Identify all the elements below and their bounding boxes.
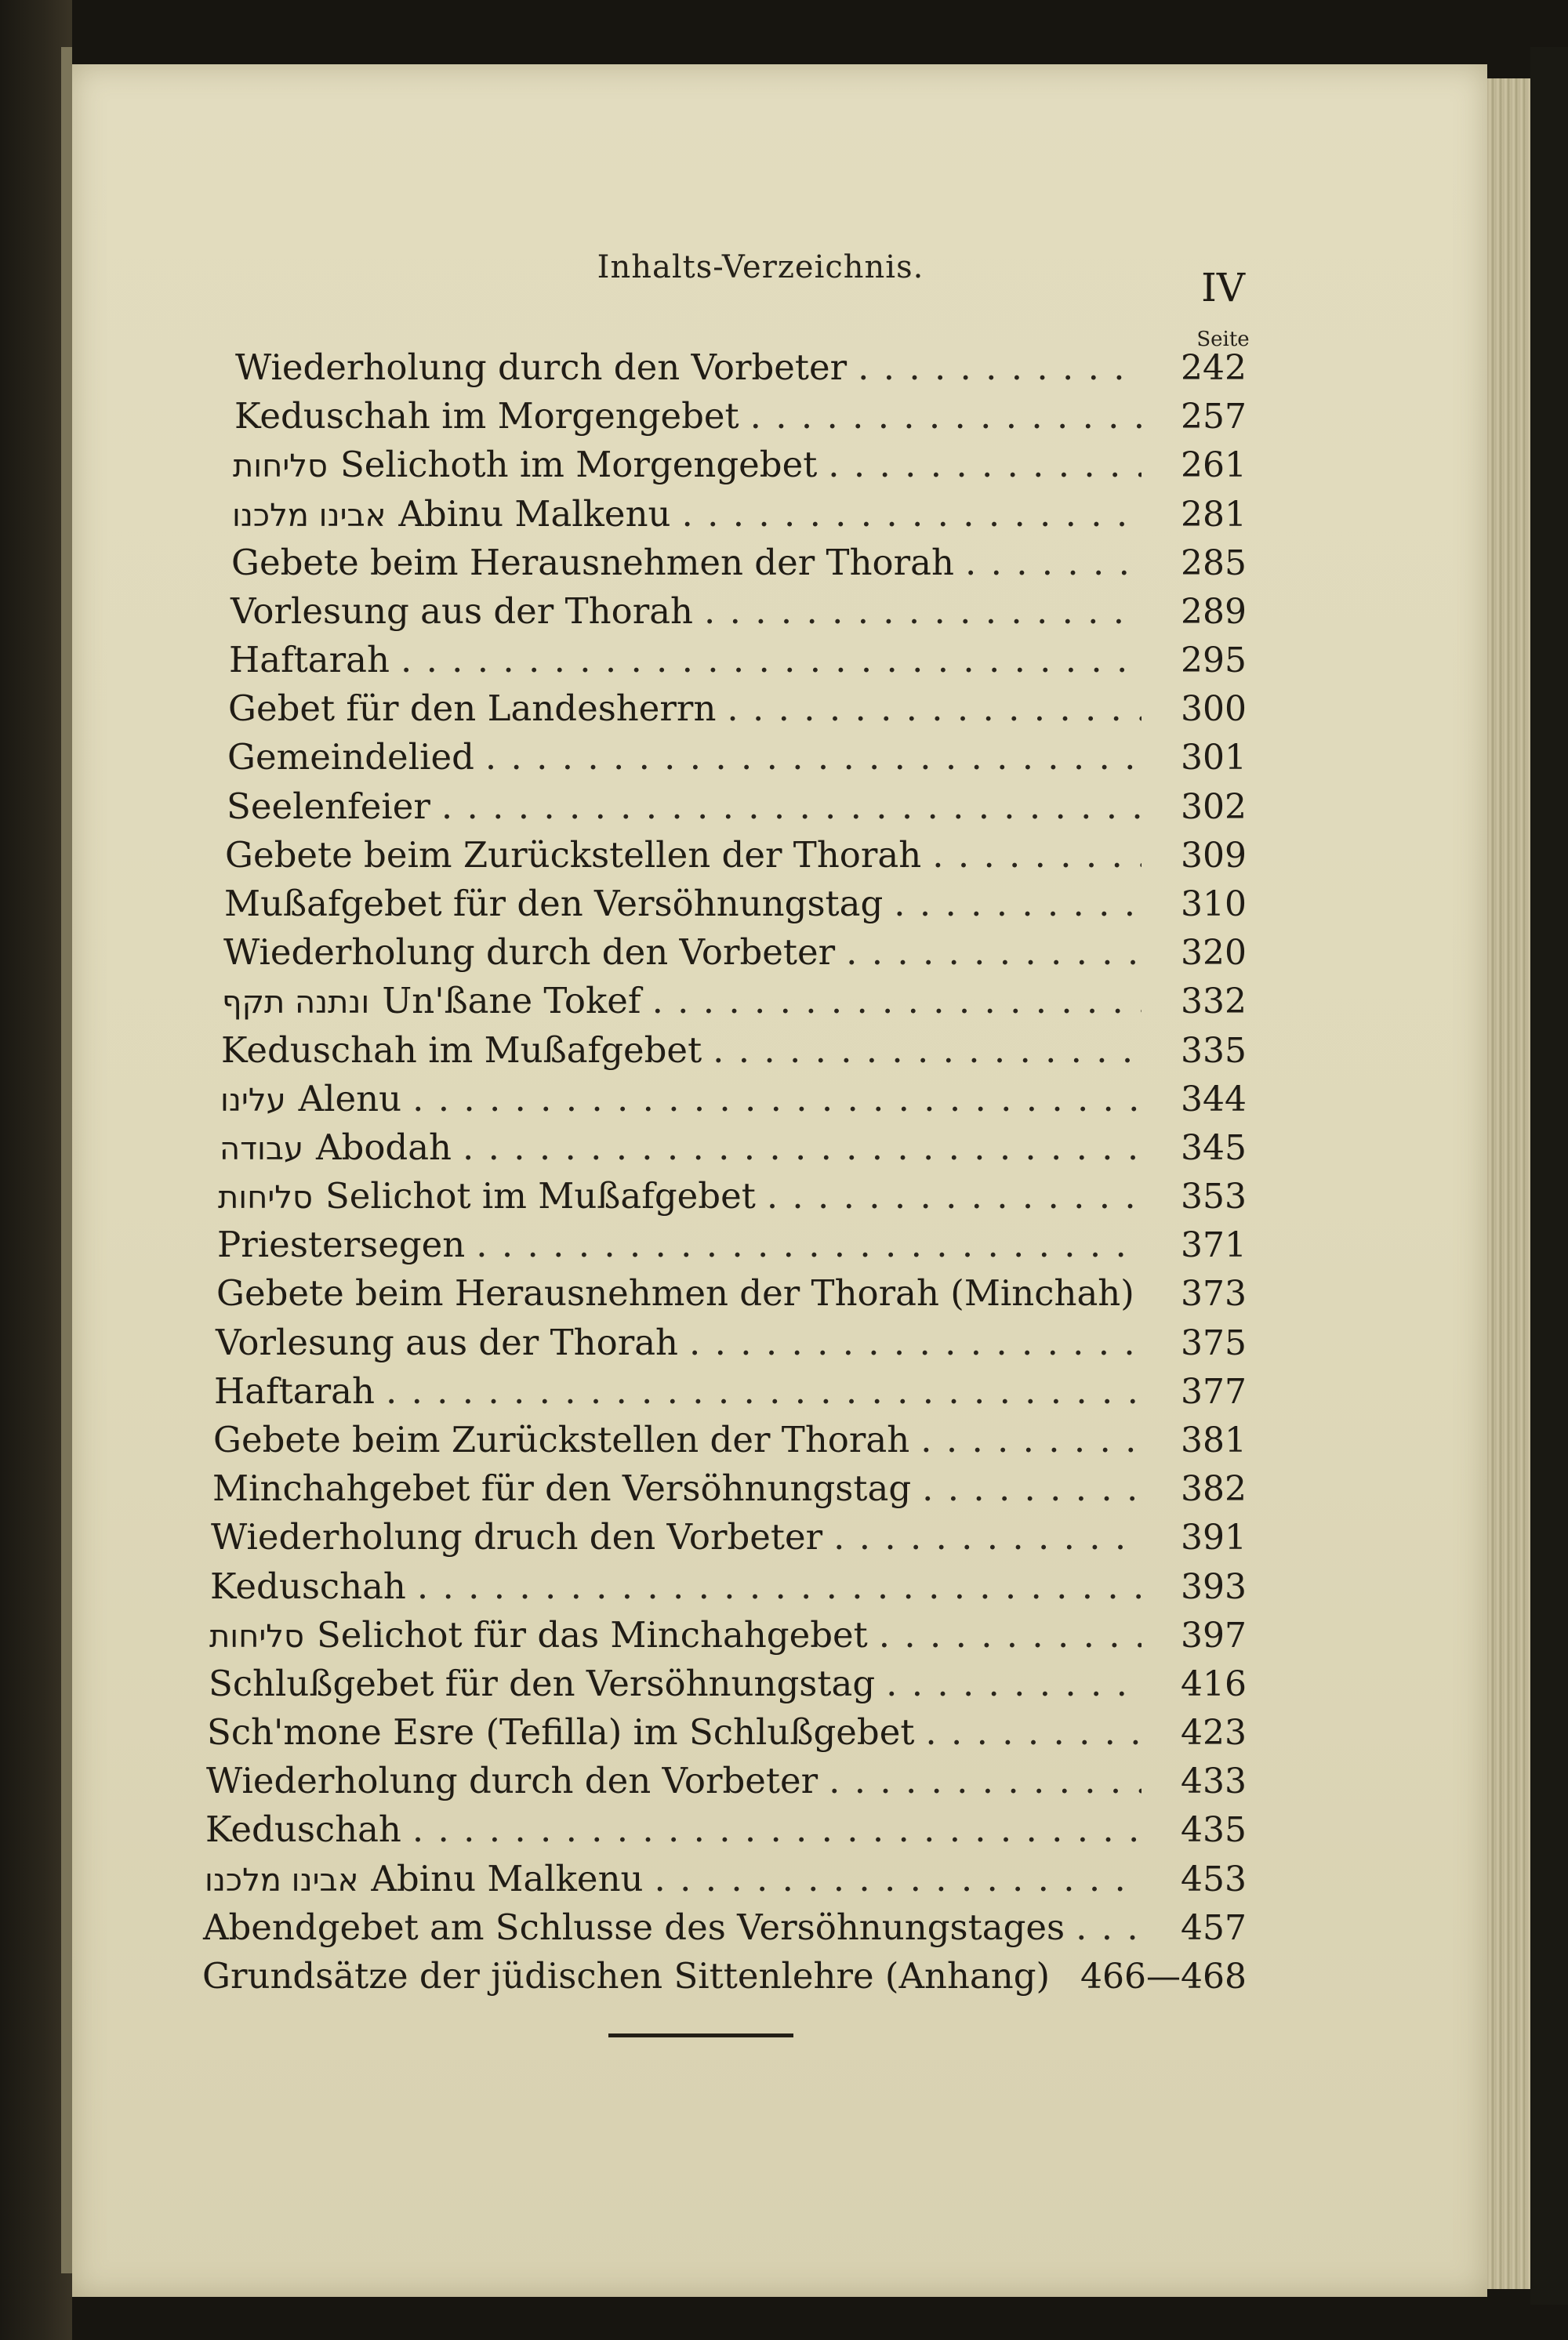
toc-entry-page: 373 (1181, 1274, 1247, 1314)
toc-entry (213, 1419, 1247, 1467)
toc-entry-title: Wiederholung durch den Vorbeter (235, 346, 848, 388)
dot-leader (829, 1760, 1142, 1801)
toc-entry-page: 300 (1181, 689, 1247, 729)
toc-entry-page: 345 (1181, 1128, 1247, 1168)
toc-entry-page: 423 (1181, 1713, 1247, 1753)
toc-entry-page: 466—468 (1080, 1957, 1247, 1997)
toc-entry (230, 590, 1247, 639)
dot-leader (401, 639, 1142, 680)
toc-entry-title: Priestersegen (217, 1224, 466, 1265)
toc-entry-title: Wiederholung druch den Vorbeter (211, 1516, 823, 1558)
toc-entry-title: Vorlesung aus der Thorah (230, 590, 694, 632)
toc-entry-title: Wiederholung durch den Vorbeter (206, 1760, 818, 1801)
dot-leader (682, 493, 1142, 535)
toc-entry-page: 261 (1181, 445, 1247, 485)
dot-leader (476, 1224, 1142, 1265)
toc-entry-title: Vorlesung aus der Thorah (216, 1322, 679, 1363)
dot-leader (463, 1126, 1142, 1168)
toc-entry-page: 310 (1181, 884, 1247, 924)
toc-entry (223, 931, 1247, 980)
toc-entry (207, 1711, 1247, 1760)
dot-leader (655, 1858, 1142, 1899)
toc-entry-page: 257 (1181, 397, 1247, 437)
toc-entry-page: 453 (1181, 1859, 1247, 1899)
toc-entry-page: 335 (1181, 1031, 1247, 1071)
dot-leader (727, 687, 1142, 729)
toc-entry-title: Alenu (298, 1078, 402, 1119)
toc-entry-title: Haftarah (214, 1370, 375, 1412)
toc-entry (229, 639, 1247, 687)
toc-entry-title: Minchahgebet für den Versöhnungstag (212, 1467, 912, 1509)
toc-entry-title: Abodah (316, 1126, 452, 1168)
toc-entry-title: Selichoth im Morgengebet (339, 444, 818, 485)
dot-leader (846, 931, 1142, 973)
running-head: Inhalts-Verzeichnis. (597, 249, 924, 285)
toc-entry-page: 353 (1181, 1177, 1247, 1217)
toc-entry (232, 493, 1247, 542)
toc-entry-page: 242 (1181, 348, 1247, 388)
toc-entry-page: 393 (1181, 1567, 1247, 1607)
toc-entry-title: Gebete beim Herausnehmen der Thorah (231, 542, 954, 583)
toc-entry-page: 301 (1181, 738, 1247, 778)
toc-entry-title: Gemeindelied (227, 736, 474, 778)
toc-entry (216, 1322, 1247, 1370)
dot-leader (412, 1078, 1142, 1119)
toc-entry-page: 295 (1181, 640, 1247, 680)
toc-entry-title: Schlußgebet für den Versöhnungstag (209, 1663, 876, 1704)
toc-entry (235, 346, 1247, 395)
toc-entry-title: Gebete beim Zurückstellen der Thorah (225, 834, 922, 876)
toc-entry-title: Abinu Malkenu (398, 493, 671, 535)
toc-entry (233, 444, 1247, 492)
toc-entry (205, 1809, 1247, 1857)
toc-entry (220, 1078, 1247, 1126)
dot-leader (920, 1419, 1142, 1460)
toc-entry-page: 377 (1181, 1372, 1247, 1412)
toc-entry-title: Un'ßane Tokef (382, 980, 641, 1021)
toc-entry-title: Gebete beim Herausnehmen der Thorah (Minchah) (216, 1272, 1134, 1314)
toc-entry (202, 1955, 1247, 2004)
toc-entry-title: Mußafgebet für den Versöhnungstag (224, 883, 884, 924)
toc-entry-title: Seelenfeier (227, 785, 430, 827)
dot-leader (750, 395, 1142, 437)
toc-entry (225, 834, 1247, 883)
dot-leader (879, 1614, 1142, 1656)
dot-leader (828, 444, 1142, 485)
toc-entry-title: Selichot für das Minchahgebet (316, 1614, 868, 1656)
dot-leader (925, 1711, 1142, 1753)
toc-entry (222, 980, 1247, 1029)
toc-entry-title: Abinu Malkenu (371, 1858, 644, 1899)
dot-leader (767, 1175, 1142, 1217)
toc-entry (211, 1516, 1247, 1565)
toc-entry-title: Keduschah im Mußafgebet (221, 1029, 702, 1071)
dot-leader (965, 542, 1142, 583)
dot-leader (858, 346, 1142, 388)
dot-leader (1076, 1906, 1142, 1948)
toc-entry-page: 457 (1181, 1908, 1247, 1948)
toc-entry (227, 785, 1247, 834)
toc-entry (221, 1029, 1247, 1078)
toc-entry-page: 381 (1181, 1420, 1247, 1460)
toc-entry-title: Sch'mone Esre (Tefilla) im Schlußgebet (207, 1711, 915, 1753)
toc-entry (217, 1224, 1247, 1272)
toc-entry-page: 285 (1181, 543, 1247, 583)
toc-entry-page: 332 (1181, 981, 1247, 1021)
dot-leader (932, 834, 1142, 876)
toc-entry-page: 416 (1181, 1664, 1247, 1704)
toc-entry (216, 1272, 1247, 1321)
toc-entry-page: 433 (1181, 1761, 1247, 1801)
toc-entry (227, 736, 1247, 785)
toc-entry-title: Gebete beim Zurückstellen der Thorah (213, 1419, 910, 1460)
toc-entry-page: 309 (1181, 836, 1247, 876)
end-rule (608, 2033, 793, 2037)
dot-leader (417, 1565, 1142, 1607)
page-column-label: Seite (1196, 328, 1250, 351)
toc-entry-hebrew: סליחות (233, 448, 328, 484)
dot-leader (689, 1322, 1142, 1363)
toc-entry-hebrew: ונתנה תקף (222, 985, 370, 1021)
toc-entry (231, 542, 1247, 590)
dot-leader (922, 1467, 1142, 1509)
toc-entry (205, 1858, 1247, 1906)
toc-entry (218, 1175, 1247, 1224)
toc-entry (212, 1467, 1247, 1516)
toc-entry-page: 344 (1181, 1079, 1247, 1119)
toc-entry-title: Keduschah (210, 1565, 406, 1607)
toc-entry-page: 320 (1181, 933, 1247, 973)
dot-leader (713, 1029, 1142, 1071)
toc-entry-title: Grundsätze der jüdischen Sittenlehre (Anhang) (202, 1955, 1051, 1997)
dot-leader (386, 1370, 1142, 1412)
toc-entry (209, 1663, 1247, 1711)
toc-entry-hebrew: אבינו מלכנו (232, 498, 387, 534)
toc-entry-hebrew: סליחות (218, 1180, 313, 1216)
toc-entry-page: 375 (1181, 1323, 1247, 1363)
dot-leader (894, 883, 1142, 924)
toc-entry (214, 1370, 1247, 1419)
toc-entry-hebrew: עלינו (220, 1083, 286, 1119)
toc-entry-page: 397 (1181, 1616, 1247, 1656)
dot-leader (412, 1809, 1142, 1850)
toc-entry-page: 371 (1181, 1225, 1247, 1265)
page-number: IV (1201, 265, 1245, 310)
toc-entry-title: Gebet für den Landesherrn (228, 687, 717, 729)
dot-leader (704, 590, 1142, 632)
toc-entry-page: 391 (1181, 1518, 1247, 1558)
toc-entry-hebrew: אבינו מלכנו (205, 1863, 359, 1899)
toc-entry-title: Selichot im Mußafgebet (325, 1175, 756, 1217)
dot-leader (833, 1516, 1142, 1558)
toc-entry (209, 1614, 1247, 1663)
toc-entry-page: 289 (1181, 592, 1247, 632)
toc-entry-page: 302 (1181, 787, 1247, 827)
dot-leader (441, 785, 1142, 827)
toc-entry (224, 883, 1247, 931)
toc-entry-title: Keduschah im Morgengebet (234, 395, 739, 437)
toc-entry-title: Keduschah (205, 1809, 401, 1850)
dot-leader (485, 736, 1142, 778)
toc-entry-hebrew: עבודה (220, 1131, 304, 1167)
toc-entry (228, 687, 1247, 736)
toc-entry-title: Haftarah (229, 639, 390, 680)
toc-entry (210, 1565, 1247, 1614)
toc-entry-title: Wiederholung durch den Vorbeter (223, 931, 836, 973)
toc-entry-page: 281 (1181, 495, 1247, 535)
toc-entry (203, 1906, 1247, 1955)
toc-entry-hebrew: סליחות (209, 1619, 304, 1655)
toc-entry-page: 435 (1181, 1810, 1247, 1850)
dot-leader (652, 980, 1142, 1021)
toc-entry-page: 382 (1181, 1469, 1247, 1509)
toc-entry (206, 1760, 1247, 1809)
toc-entry-title: Abendgebet am Schlusse des Versöhnungstages (203, 1906, 1065, 1948)
toc-entry (220, 1126, 1247, 1175)
toc-entry (234, 395, 1247, 444)
dot-leader (886, 1663, 1142, 1704)
